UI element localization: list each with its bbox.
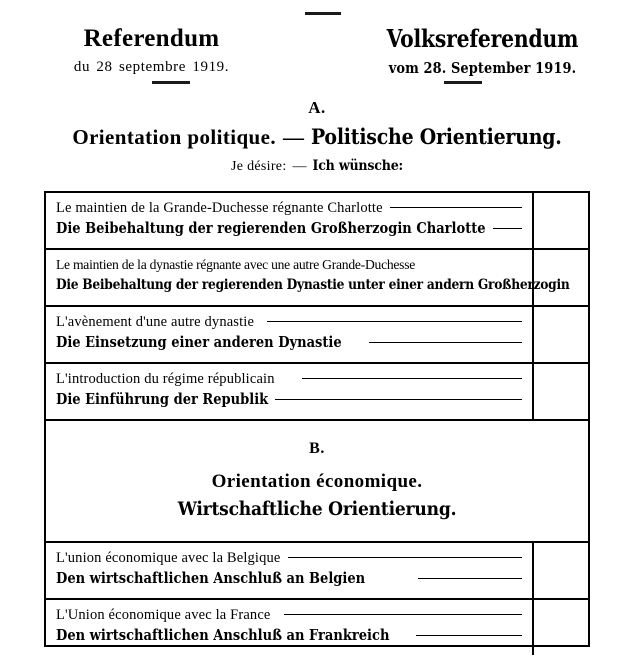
option-line-french [56, 607, 524, 627]
prompt-separator: — [292, 159, 307, 175]
option-line-german [56, 277, 570, 297]
option-label-french: Le maintien de la dynastie régnante avec une autre Grande-Duchesse [56, 257, 416, 272]
option-line-german [56, 627, 524, 647]
vote-box[interactable] [534, 543, 588, 598]
section-a-prompt-line [0, 158, 634, 175]
vote-box[interactable] [534, 250, 588, 305]
ballot-row [46, 307, 588, 364]
vote-box[interactable] [534, 307, 588, 362]
option-text-cell [46, 250, 570, 305]
option-label-french: L'union économique avec la Belgique [56, 550, 281, 566]
option-text-cell [46, 307, 534, 362]
leader-rule [418, 578, 522, 579]
ballot-row [46, 193, 588, 250]
vote-box[interactable] [534, 600, 588, 655]
subtitle-french-date: du 28 septembre 1919. [73, 59, 230, 76]
leader-rule [284, 614, 522, 615]
option-line-german [56, 220, 524, 240]
option-label-french: L'introduction du régime républicain [56, 371, 275, 387]
section-b-title-german: Wirtschaftliche Orientierung. [177, 497, 457, 520]
prompt-french: Je désire: [231, 159, 287, 175]
option-label-german: Die Einsetzung einer anderen Dynastie [56, 334, 342, 351]
option-line-german [56, 334, 524, 354]
vote-box[interactable] [534, 193, 588, 248]
leader-rule [302, 378, 522, 379]
option-label-german: Den wirtschaftlichen Anschluß an Belgien [56, 570, 366, 587]
option-label-german: Die Beibehaltung der regierenden Großherzogin Charlotte [56, 220, 486, 237]
section-b-letter: B. [309, 439, 325, 457]
leader-rule [390, 207, 522, 208]
masthead [0, 26, 634, 77]
masthead-german [321, 26, 634, 77]
top-ornament-rule [305, 12, 341, 15]
section-b-title-french: Orientation économique. [211, 470, 423, 492]
prompt-german: Ich wünsche: [312, 158, 403, 175]
section-a-title-line [0, 125, 634, 149]
option-label-french: L'Union économique avec la France [56, 607, 271, 623]
option-line-french [56, 257, 524, 277]
ballot-row [46, 250, 588, 307]
option-line-french [56, 371, 524, 391]
option-label-german: Die Beibehaltung der regierenden Dynastie unter einer andern Großherzogin [56, 277, 570, 293]
section-a-heading [0, 98, 634, 175]
option-label-german: Die Einführung der Republik [56, 391, 269, 408]
subtitle-german-date: vom 28. September 1919. [388, 59, 577, 78]
option-text-cell [46, 193, 534, 248]
leader-rule [416, 635, 522, 636]
section-a-title-separator: — [282, 125, 304, 149]
section-b-heading [46, 421, 588, 543]
leader-rule [275, 399, 522, 400]
masthead-french [0, 26, 321, 77]
ornament-under-german-date [444, 81, 482, 84]
leader-rule [288, 557, 523, 558]
ornament-under-french-date [152, 81, 190, 84]
option-line-french [56, 550, 524, 570]
option-text-cell [46, 364, 534, 419]
leader-rule [267, 321, 522, 322]
option-line-french [56, 200, 524, 220]
ballot-row [46, 543, 588, 600]
option-label-french: L'avènement d'une autre dynastie [56, 314, 255, 330]
vote-box[interactable] [534, 364, 588, 419]
ballot-row [46, 600, 588, 655]
section-a-letter: A. [308, 98, 326, 117]
leader-rule [493, 228, 522, 229]
option-text-cell [46, 543, 534, 598]
ballot-table [44, 191, 590, 647]
section-a-title-german: Politische Orientierung. [310, 124, 562, 149]
ballot-row [46, 364, 588, 421]
option-line-german [56, 391, 524, 411]
title-german: Volksreferendum [386, 24, 579, 53]
option-label-german: Den wirtschaftlichen Anschluß an Frankreich [56, 627, 390, 644]
option-text-cell [46, 600, 534, 655]
leader-rule [369, 342, 522, 343]
section-a-title-french: Orientation politique. [72, 125, 276, 149]
option-line-french [56, 314, 524, 334]
option-label-french: Le maintien de la Grande-Duchesse régnante Charlotte [56, 200, 383, 216]
option-line-german [56, 570, 524, 590]
title-french: Referendum [83, 25, 220, 52]
